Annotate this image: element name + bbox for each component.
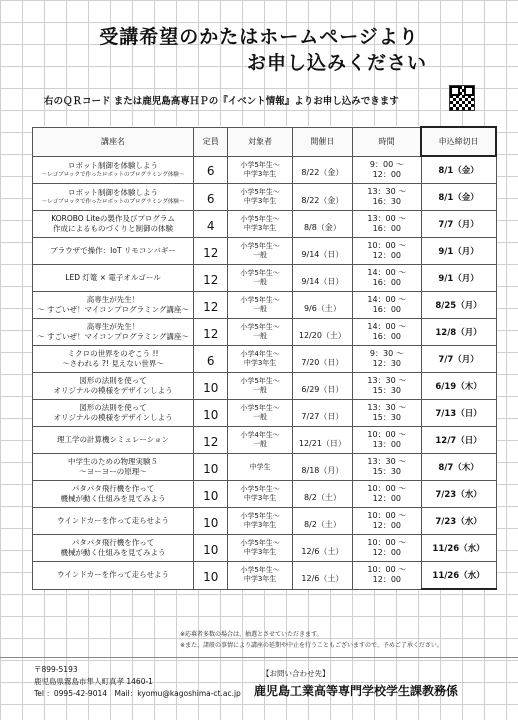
capacity: 10 [203,569,219,584]
course-name: 理工学の計算機シミュレーション [57,435,170,444]
target-cell [228,454,292,481]
course-subtitle: ～レゴブロックで作ったロボットのプログラミング体験～ [41,199,185,205]
target-from: 小学5年生～ [240,296,280,304]
course-name: パタパタ飛行機を作って [71,538,155,547]
date-cell [292,427,352,454]
course-name: LED 灯篭 × 電子オルゴール [65,273,161,282]
target-from: 小学5年生～ [240,269,280,277]
capacity-cell [194,156,228,184]
capacity: 12 [203,434,219,449]
time-end: 12：00 [372,521,402,530]
capacity: 10 [203,407,219,422]
target-cell [228,211,292,238]
target-to: 中学3年生 [243,359,277,367]
event-date: 8/8（金） [303,222,341,232]
office-name: 鹿児島工業高等専門学校学生課教務係 [254,684,459,698]
target-from: 小学4年生～ [240,431,280,439]
target-from: 小学5年生～ [240,485,280,493]
time-cell [353,265,422,292]
time-cell [353,562,422,590]
target-to: 一般 [253,386,268,394]
time-end: 12：00 [372,494,402,503]
header-capacity: 定員 [194,127,228,156]
course-name-cell [33,211,194,238]
deadline: 11/26（水） [432,571,485,581]
table-row [33,535,497,562]
course-subtitle: ～ すごいぜ！マイコンプログラミング講座～ [37,305,189,314]
course-name: KOROBO Liteの製作及びプログラム [51,214,175,223]
deadline: 8/1（金） [438,193,479,203]
time-cell [353,508,422,535]
time-start: 10：00 ～ [367,241,407,250]
event-date: 6/29（日） [301,384,344,394]
target-to: 一般 [253,251,268,259]
course-name-cell [33,319,194,346]
deadline: 11/26（水） [432,544,485,554]
course-subtitle: ～ すごいぜ！マイコンプログラミング講座～ [37,332,189,341]
table-row [33,292,497,319]
capacity: 4 [206,218,215,233]
time-start: 10：00 ～ [367,430,407,439]
course-name: ロボット制御を体験しよう [68,160,159,170]
target-to: 一般 [253,278,268,286]
course-name-cell [33,481,194,508]
time-end: 16：00 [372,278,402,287]
course-name: パタパタ飛行機を作って [71,484,155,493]
course-name-cell [33,156,194,184]
capacity-cell [194,346,228,373]
deadline: 12/7（日） [435,436,482,446]
target-from: 小学5年生～ [240,512,280,520]
deadline: 7/23（水） [435,517,482,527]
date-cell [292,156,352,184]
course-subtitle: 機械が動く仕組みを見てみよう [60,494,166,503]
capacity-cell [194,265,228,292]
time-cell [353,319,422,346]
event-date: 7/20（日） [301,357,344,367]
deadline-cell [421,535,496,562]
capacity: 12 [203,299,219,314]
course-name-cell [33,373,194,400]
date-cell [292,508,352,535]
event-date: 8/22（金） [301,195,344,205]
event-date: 8/22（金） [301,168,344,178]
table-row [33,156,497,184]
capacity-cell [194,400,228,427]
time-cell [353,400,422,427]
course-name: ウインドカーを作って走らせよう [57,570,169,580]
capacity: 10 [203,380,219,395]
date-cell [292,535,352,562]
course-name: 図形の法則を使って [79,403,147,412]
event-date: 8/2（土） [303,519,341,529]
time-cell [353,427,422,454]
capacity: 12 [203,245,219,260]
target-to: 一般 [253,332,268,340]
event-date: 9/14（日） [301,276,344,286]
footer-divider [0,657,518,658]
time-end: 16：00 [372,332,402,341]
time-end: 12：00 [372,575,402,585]
target-from: 小学5年生～ [240,539,280,547]
time-end: 15：30 [372,467,402,476]
time-start: 14：00 ～ [367,268,407,277]
capacity-cell [194,319,228,346]
note-cancellation: ※また、諸般の事情により講座の延期や中止を行うこともございますので、予めご了承ください。 [180,642,443,649]
qr-code-icon[interactable] [449,85,475,111]
course-name-cell [33,265,194,292]
deadline: 7/7（月） [438,220,479,230]
course-name-cell [33,400,194,427]
target-cell [228,400,292,427]
course-name: 高専生が先生！ [86,322,140,331]
course-subtitle: ～ヨーヨーの原理～ [79,467,147,476]
course-name-cell [33,292,194,319]
course-subtitle: 作成によるものづくりと制御の体験 [53,224,174,233]
table-row [33,211,497,238]
table-row [33,319,497,346]
table-row [33,454,497,481]
date-cell [292,454,352,481]
deadline-cell [421,156,496,184]
course-name: ブラウザで操作：IoT リモコンバギー [50,246,176,255]
target-from: 小学5年生～ [240,242,280,250]
table-row [33,481,497,508]
time-end: 15：30 [372,413,402,422]
deadline: 9/1（月） [438,247,479,257]
course-subtitle: オリジナルの模様をデザインしよう [53,386,173,395]
note-lottery: ※応募者多数の場合は、抽選とさせていただきます。 [180,631,323,638]
course-name: ウインドカーを作って走らせよう [57,516,169,525]
target-to: 一般 [253,305,268,313]
date-cell [292,238,352,265]
time-end: 15：30 [372,386,402,395]
date-cell [292,265,352,292]
time-end: 16：00 [372,224,402,233]
deadline-cell [421,184,496,211]
target-cell [228,156,292,184]
event-date: 7/27（日） [301,411,344,421]
course-name-cell [33,535,194,562]
course-name: 図形の法則を使って [79,376,147,385]
table-header-row [33,127,497,156]
course-name-cell [33,346,194,373]
table-row [33,373,497,400]
target-from: 小学5年生～ [240,377,280,385]
capacity-cell [194,535,228,562]
course-name-cell [33,562,194,590]
table-row [33,400,497,427]
course-name: 高専生が先生！ [86,295,140,304]
time-end: 16：00 [372,305,402,314]
target-to: 中学3年生 [243,169,277,178]
target-cell [228,319,292,346]
date-cell [292,400,352,427]
contact-label: 【お問い合わせ先】 [262,669,330,678]
deadline: 6/19（木） [435,382,482,392]
deadline-cell [421,211,496,238]
time-cell [353,454,422,481]
date-cell [292,292,352,319]
target-to: 一般 [253,413,268,421]
target-to: 中学3年生 [243,548,277,556]
course-name-cell [33,508,194,535]
capacity-cell [194,211,228,238]
deadline-cell [421,292,496,319]
time-cell [353,156,422,184]
table-row [33,346,497,373]
target-to: 一般 [253,440,268,448]
course-subtitle: 機械が動く仕組みを見てみよう [60,548,166,557]
course-name-cell [33,454,194,481]
capacity: 10 [203,488,219,503]
date-cell [292,346,352,373]
time-start: 14：00 ～ [367,295,407,304]
deadline-cell [421,373,496,400]
capacity: 12 [203,272,219,287]
time-cell [353,373,422,400]
page-title-line-1: 受講希望のかたはホームページより [99,26,419,48]
time-start: 13：00 ～ [367,214,407,223]
capacity-cell [194,454,228,481]
header-time: 時間 [353,127,422,156]
deadline-cell [421,481,496,508]
target-from: 中学生 [249,462,271,471]
time-start: 10：00 ～ [367,511,407,520]
target-to: 中学3年生 [243,575,277,584]
capacity: 10 [203,461,219,476]
time-cell [353,535,422,562]
deadline: 9/1（月） [438,274,479,284]
deadline-cell [421,427,496,454]
header-date: 開催日 [292,127,352,156]
target-cell [228,292,292,319]
date-cell [292,373,352,400]
table-row [33,265,497,292]
target-cell [228,373,292,400]
event-date: 8/18（月） [301,465,344,475]
target-cell [228,346,292,373]
time-start: 14：00 ～ [367,322,407,331]
target-cell [228,508,292,535]
time-end: 12：00 [372,548,402,557]
course-subtitle: ～レゴブロックで作ったロボットのプログラミング体験～ [41,171,185,178]
table-row [33,238,497,265]
date-cell [292,481,352,508]
time-start: 10：00 ～ [367,565,407,575]
time-end: 13：00 [372,440,402,449]
table-row [33,184,497,211]
event-date: 8/2（土） [303,492,341,502]
header-target: 対象者 [228,127,292,156]
event-date: 12/20（土） [298,330,346,340]
capacity-cell [194,508,228,535]
header-course-name: 講座名 [33,127,194,156]
capacity-cell [194,373,228,400]
target-from: 小学5年生～ [240,404,280,412]
target-from: 小学5年生～ [240,160,280,169]
course-schedule-table [32,126,497,590]
event-date: 9/14（日） [301,249,344,259]
deadline-cell [421,319,496,346]
course-name-cell [33,184,194,211]
target-cell [228,535,292,562]
capacity: 10 [203,515,219,530]
deadline-cell [421,508,496,535]
capacity: 10 [203,542,219,557]
target-to: 中学3年生 [243,197,277,205]
target-cell [228,481,292,508]
capacity-cell [194,427,228,454]
deadline-cell [421,346,496,373]
time-cell [353,292,422,319]
table-row [33,508,497,535]
time-start: 9：30 ～ [369,349,404,358]
header-deadline: 申込締切日 [421,127,496,156]
deadline: 8/1（金） [438,166,479,176]
capacity-cell [194,238,228,265]
target-to: 中学3年生 [243,494,277,502]
intro-text: 右のＱＲコード または鹿児島高専ＨＰの『イベント情報』よりお申し込みできます [44,96,399,107]
deadline: 7/23（水） [435,490,482,500]
deadline-cell [421,400,496,427]
course-subtitle: オリジナルの模様をデザインしよう [53,413,173,422]
event-date: 12/21（日） [298,438,346,448]
date-cell [292,184,352,211]
target-from: 小学5年生～ [240,215,280,223]
deadline-cell [421,265,496,292]
postal-code: 〒899-5193 [34,665,78,674]
capacity-cell [194,292,228,319]
date-cell [292,319,352,346]
table-row [33,562,497,590]
target-cell [228,427,292,454]
time-start: 10：00 ～ [367,538,407,547]
address: 鹿児島県霧島市隼人町真孝 1460-1 [34,677,153,686]
target-to: 中学3年生 [243,224,277,232]
time-start: 13：30 ～ [367,403,407,412]
time-cell [353,211,422,238]
target-cell [228,238,292,265]
event-date: 12/6（土） [301,573,344,583]
time-start: 10：00 ～ [367,484,407,493]
course-name-cell [33,427,194,454]
capacity: 12 [203,326,219,341]
deadline: 7/13（日） [435,409,482,419]
table-row [33,427,497,454]
target-from: 小学4年生～ [240,350,280,358]
deadline: 7/7（月） [438,355,479,365]
deadline: 12/8（月） [435,328,482,338]
capacity: 6 [206,353,215,368]
time-cell [353,481,422,508]
course-name: ロボット制御を体験しよう [68,188,159,197]
time-start: 9：00 ～ [369,159,404,169]
deadline: 8/7（木） [438,463,479,473]
date-cell [292,562,352,590]
time-end: 12：00 [372,251,402,260]
time-cell [353,238,422,265]
course-subtitle: ～さわれる ?! 見えない世界～ [62,359,164,368]
event-date: 9/6（土） [303,303,341,313]
capacity: 6 [206,191,215,206]
page-title-line-2: お申し込みください [246,52,427,74]
deadline-cell [421,454,496,481]
capacity-cell [194,481,228,508]
capacity: 6 [206,164,215,179]
target-cell [228,265,292,292]
deadline-cell [421,238,496,265]
deadline: 8/25（月） [435,301,482,311]
target-from: 小学5年生～ [240,566,280,575]
time-end: 16：30 [372,197,402,206]
contact-info: Tel ：0995-42-9014 Mail：kyomu@kagoshima-ct.ac.jp [34,689,241,698]
capacity-cell [194,562,228,590]
course-name: 中学生のための物理実験５ [68,457,159,466]
target-cell [228,562,292,590]
time-end: 12：30 [372,359,402,368]
target-from: 小学5年生～ [240,323,280,331]
date-cell [292,211,352,238]
time-start: 13：30 ～ [367,457,407,466]
target-cell [228,184,292,211]
time-end: 12：00 [372,169,402,179]
course-name: ミクロの世界をのぞこう !! [67,349,159,358]
target-from: 小学5年生～ [240,188,280,196]
deadline-cell [421,562,496,590]
capacity-cell [194,184,228,211]
time-start: 13：30 ～ [367,376,407,385]
time-cell [353,346,422,373]
event-date: 12/6（土） [301,546,344,556]
time-start: 13：30 ～ [367,187,407,196]
course-name-cell [33,238,194,265]
target-to: 中学3年生 [243,521,277,529]
time-cell [353,184,422,211]
